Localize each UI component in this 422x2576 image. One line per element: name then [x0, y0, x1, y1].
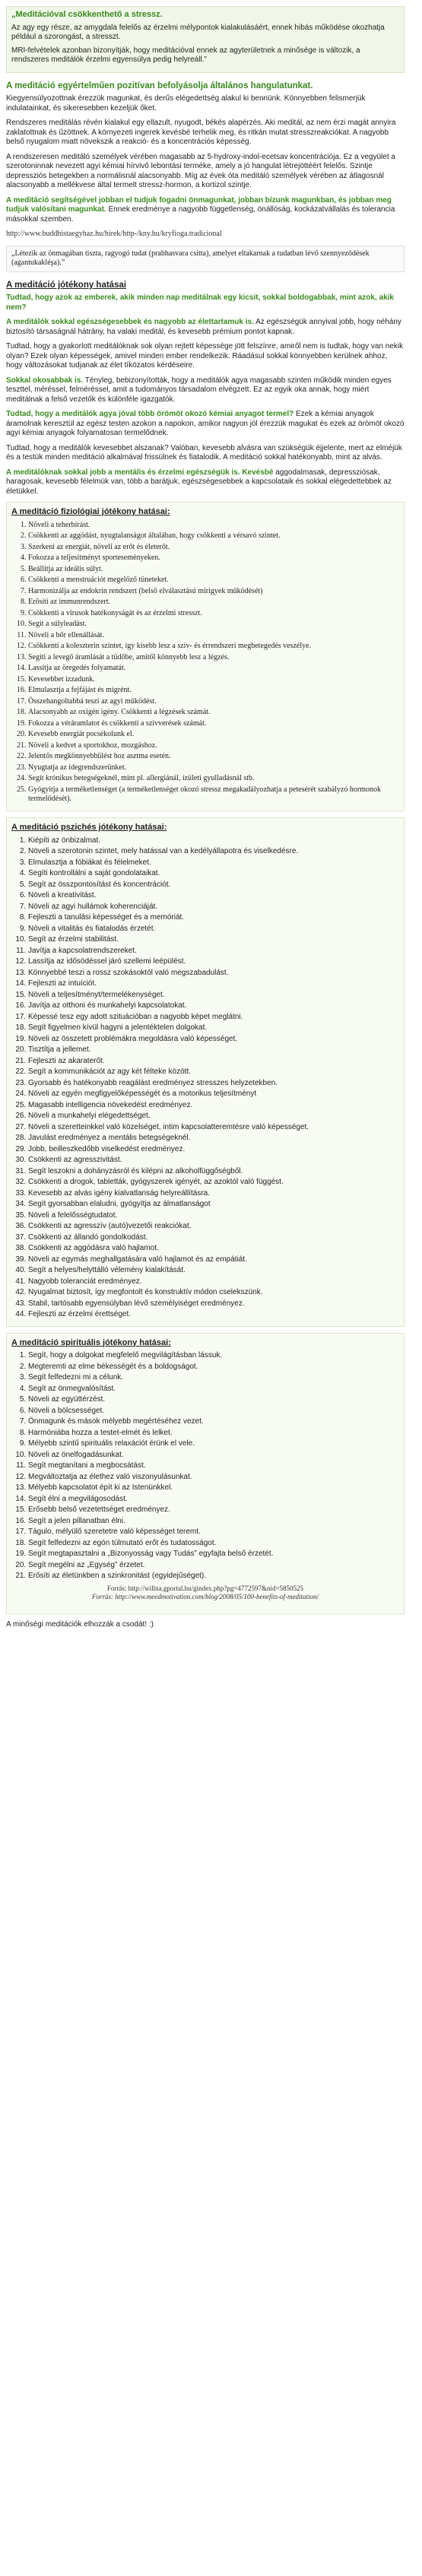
list-item: 6. Növeli a kreativitást.: [28, 891, 399, 901]
list-item: 13. Könnyebbé teszi a rossz szokásoktól való megszabadulást.: [28, 969, 399, 979]
psych-heading: A meditáció pszichés jótékony hatásai:: [11, 822, 167, 832]
list-item: 40. Segít a helyes/helyttálló vélemény kialakítását.: [28, 1266, 399, 1276]
benefits-p6: Tudtad, hogy a meditálók kevesebbet alszanak? Valóban, kevesebb alvásra van szükségük éjjelente, mert az elméjük és a testük minden meditáció alkalmával frissülnek és fiatalodik. A meditáció sokkal hatékonyabb, mint az alvás.: [6, 443, 402, 462]
list-item: 28. Javulást eredményez a mentális betegségeknél.: [28, 1134, 399, 1144]
benefits-p2-rest: Az egészségük annyival jobb, hogy néhány biztosító társaságnál hátrány, ha valaki meditál, és kevesebb prémium pontot kapnak.: [6, 318, 401, 336]
list-item: 14. Lassítja az öregedés folyamatát.: [28, 664, 399, 674]
benefits-p7: [6, 468, 405, 497]
list-item: 44. Fejleszti az érzelmi érettséget.: [28, 1310, 399, 1320]
benefits-p5-rest: Ezek a kémiai anyagok áramolnak keresztül az egész testen azokon a napokon, amikor nagyon jól érezzük magukat és ezek az örömöt okozó agyi kémiai anyagok folyamatosan termelődnek.: [6, 410, 405, 437]
psych-box: [6, 817, 405, 1327]
list-item: 17. Tágulo, mélyülő szeretetre való képességet teremt.: [28, 1528, 399, 1537]
list-item: 15. Növeli a teljesítményt/termelékenységet.: [28, 991, 399, 1001]
source-link-1[interactable]: http://www.buddhistaegyhaz.hu/hirek/http-/kny.hu/kryfioga.tradicional: [6, 230, 222, 239]
list-item: 11. Növeli a bőr ellenállását.: [28, 631, 399, 641]
list-item: 2. Megteremti az elme békességét és a boldogságot.: [28, 1363, 399, 1372]
list-item: 35. Növeli a felelősségtudatot.: [28, 1211, 399, 1221]
list-item: 21. Fejleszti az akaraterőt.: [28, 1057, 399, 1067]
spiritual-box: [6, 1333, 405, 1615]
list-item: 4. Segít az önmegvalósítást.: [28, 1385, 399, 1394]
list-item: 18. Segít felfedezni az egón túlmutató erőt és tudatosságot.: [28, 1539, 399, 1549]
benefits-p4-rest: Tényleg, bebizonyították, hogy a meditálók agya magasabb szinten működik minden egyes teszttel, méréssel, felméréssel, amit a tudományos társadalom elvégzett. Ez az egyik oka annak, hogy miért meditálnak a felső vezetők és különféle igazgatók.: [6, 376, 392, 404]
list-item: 41. Nagyobb toleranciát eredményez.: [28, 1277, 399, 1287]
list-item: 20. Segít megélni az „Egység” érzetet.: [28, 1561, 399, 1571]
list-item: 43. Stabil, tartósabb egyensúlyban lévő személyiséget eredményez.: [28, 1299, 399, 1309]
list-item: 17. Összehangoltabbá teszi az agyi működést.: [28, 697, 399, 707]
mood-p2: Rendszeres meditálás révén kialakul egy ellazult, nyugodt, békés alapérzés. Aki meditál, az nem érzi magát annyira zaklatottnak és űzöttnek. A környezeti ingerek kevésbé terhelik meg, és ritkán mutat stresszreakciókat. A nagyobb belső nyugalom miatt növekszik a reakció- és a koncentrációs képesség.: [6, 119, 396, 147]
list-item: 16. Elmulasztja a fejfájást és migrént.: [28, 686, 399, 696]
list-item: 23. Nyugtatja az idegrendszerünket.: [28, 763, 399, 773]
list-item: 27. Növeli a szeretteinkkel való közelséget, intim kapcsolatteremtésre való képességet.: [28, 1123, 399, 1133]
source-line-2[interactable]: [11, 1593, 399, 1601]
physio-heading: A meditáció fiziológiai jótékony hatásai:: [11, 507, 170, 516]
list-item: 4. Fokozza a teljesítményt sporteseményeken.: [28, 554, 399, 563]
list-item: 24. Növeli az egyén megfigyelőképességét és a motorikus teljesítményt: [28, 1090, 399, 1099]
source-line-2-text: Forrás: http://www.meedmotivation.com/blog/2008/05/100-benefits-of-meditation/: [91, 1593, 319, 1600]
list-item: 14. Fejleszti az intuíciót.: [28, 979, 399, 989]
list-item: 10. Segít a súlyleadást.: [28, 620, 399, 630]
list-item: 1. Növeli a teherbírást.: [28, 521, 399, 531]
list-item: 9. Mélyebb szintű spirituális relaxációt érünk el vele.: [28, 1439, 399, 1449]
list-item: 22. Segít a kommunikációt az agy két féltekе között.: [28, 1068, 399, 1077]
list-item: 12. Lassítja az idősödéssel járó szellemi leépülést.: [28, 957, 399, 967]
list-item: 13. Mélyebb kapcsolatot épít ki az Istenünkkel.: [28, 1483, 399, 1493]
list-item: 33. Kevesebb az alvás igény kialvatlanság helyreállításra.: [28, 1189, 399, 1199]
list-item: 8. Harmóniába hozza a testet-elmét és lelket.: [28, 1429, 399, 1439]
stress-quote-box: [6, 6, 405, 73]
stress-quote-p1: Az agy egy része, az amygdala felelős az érzelmi mélypontok kialakulásáért, ennek hibás működése okozhatja például a szorongást, a stresszt.: [11, 23, 385, 42]
mood-p4-bold: A meditáció segítségével jobban el tudjuk fogadni önmagunkat, jobban bízunk magunkban, és jobban meg tudjuk valósítani magunkat.: [6, 195, 392, 214]
list-item: 11. Segít megtanítani a megbocsátást.: [28, 1461, 399, 1471]
list-item: 17. Képessé tesz egy adott szituációban a nagyobb képet meglátni.: [28, 1013, 399, 1023]
footer-text: A minőségi meditációk elhozzák a csodát! :): [6, 1620, 154, 1629]
source-line-1[interactable]: Forrás: http://willna.gportal.hu/gindex.php?pg=4772597&nid=5850525: [106, 1584, 304, 1592]
list-item: 20. Kevesebb energiát pocsékolunk el.: [28, 730, 399, 740]
benefits-p4: [6, 376, 405, 405]
list-item: 10. Növeli az önelfogadásunkat.: [28, 1451, 399, 1461]
benefits-p7-rest: aggodalmasak, depressziósak, haragosak, kevesebb félelmük van, több a barátjuk, egészségesebbek a kapcsolataik és sokkal elégedettebbek az életükkel.: [6, 468, 392, 496]
list-item: 5. Növeli az együttérzést.: [28, 1395, 399, 1405]
list-item: 7. Harmonizálja az endokrin rendszert (belső elválasztású mirigyek működését): [28, 587, 399, 597]
list-item: 2. Növeli a szerotonin szintet, mely hatással van a kedélyállapotra és viselkedésre.: [28, 847, 399, 857]
list-item: 38. Csökkenti az aggódásra való hajlamot.: [28, 1244, 399, 1254]
benefits-p3: Tudtad, hogy a gyakorlott meditálóknak sok olyan rejtett képessége jött felszínre, amiről nem is tudtak, hogy van nekik olyan? Ezek olyan képességek, amivel minden ember rendelkezik. Ráadásul sokkal könnyebben kerülnek ahhoz, hogy változásokat tudjanak az élet tíközatos kérdéseire.: [6, 342, 404, 370]
list-item: 30. Csökkenti az agresszivitást.: [28, 1156, 399, 1166]
spiritual-list: [11, 1351, 399, 1581]
tudat-quote: „Létezik az önmagában tiszta, ragyogó tudat (prabhasvara csitta), amelyet eltakarnak a tudatban lévő szennyeződések (agantukakléşa).”: [6, 246, 405, 272]
list-item: 18. Segít figyelmen kívül hagyni a jelentéktelen dolgokat.: [28, 1023, 399, 1033]
list-item: 5. Beállítja az ideális súlyt.: [28, 565, 399, 575]
list-item: 22. Jelentős megkönnyebbülést hoz asztma esetén.: [28, 752, 399, 762]
list-item: 14. Segít élni a megvilágosodást.: [28, 1495, 399, 1505]
list-item: 20. Tisztítja a jellemet.: [28, 1045, 399, 1055]
list-item: 6. Növeli a bölcsességet.: [28, 1407, 399, 1416]
list-item: 15. Erősebb belső vezetettséget eredményez.: [28, 1505, 399, 1515]
list-item: 19. Növeli az összetett problémákra megoldásra való képességet.: [28, 1035, 399, 1045]
list-item: 25. Magasabb intelligencia növekedést eredményez.: [28, 1101, 399, 1111]
list-item: 8. Erősíti az immunrendszert.: [28, 598, 399, 608]
list-item: 19. Fokozza a véráramlatot és csökkenti a szívverések számát.: [28, 719, 399, 729]
list-item: 25. Gyógyítja a terméketlenséget (a terméketlenséget okozó stressz megakadályozhatja a petesérét szabályzó hormonok termelődését).: [28, 785, 399, 804]
list-item: 24. Segít krónikus betegségeknél, mint pl. allergiánál, ízületi gyulladásnál stb.: [28, 774, 399, 784]
list-item: 32. Csökkenti a drogok, tabletták, gyógyszerek igényét, az azoktól való függést.: [28, 1178, 399, 1188]
list-item: 18. Alacsonyabb az oxigén igény. Csökkenti a légzések számát.: [28, 708, 399, 718]
physio-box: [6, 502, 405, 811]
list-item: 7. Növeli az agyi hullámok koherenciáját.: [28, 903, 399, 912]
list-item: 21. Növeli a kedvet a sportokhoz, mozgáshoz.: [28, 741, 399, 751]
benefits-p5: [6, 410, 405, 439]
list-item: 37. Csökkenti az állandó gondolkodást.: [28, 1233, 399, 1243]
benefits-p4-bold: Sokkal okosabbak is.: [6, 376, 84, 385]
list-item: 10. Segít az érzelmi stabilitást.: [28, 935, 399, 945]
list-item: 31. Segít leszokni a dohányzásról és kilépni az alkoholfüggőségből.: [28, 1167, 399, 1177]
spiritual-heading: A meditáció spirituális jótékony hatásai:: [11, 1337, 171, 1347]
list-item: 5. Segít az összpontosítást és koncentrációt.: [28, 880, 399, 890]
list-item: 19. Segít megtapasztalni a „Bizonyosság vagy Tudás” egyfajta belső érzetét.: [28, 1550, 399, 1559]
list-item: 11. Javítja a kapcsolatrendszereket.: [28, 947, 399, 956]
list-item: 12. Megváltoztatja az élethez való viszonyulásunkat.: [28, 1473, 399, 1483]
physio-list: [11, 521, 399, 804]
mood-p3: A rendszeresen meditáló személyek vérében magasabb az 5-hydroxy-indol-ecetsav koncentrációja. Ez a vegyület a szerotoninnak nevezett agyi kémiai hírvivő lebontási terméke, amely a jó hangulat létrejöttéért felelős. Szintje depressziós betegekben a normálisnál alacsonyabb. Míg az évek óta meditáló személyek vérében az átlagosnál alacsonyabb a mellékvese által termelt stressz-hormon, a kortizol szintje.: [6, 152, 395, 190]
stress-quote-title: „Meditációval csökkenthető a stressz.: [11, 10, 163, 19]
list-item: 15. Kevesebbet izzadunk.: [28, 675, 399, 685]
list-item: 42. Nyugalmat biztosít, így megfontolt és konstruktív módon cselekszünk.: [28, 1288, 399, 1298]
list-item: 13. Segíti a levegő áramlását a tüdőbe, amitől könnyebb lesz a légzés.: [28, 653, 399, 663]
mood-p4-rest: Ennek eredménye a nagyobb függetlenség, önállóság, kockázatvállalás és tolerancia másokkal szemben.: [6, 205, 395, 224]
list-item: 36. Csökkenti az agresszív (autó)vezetői reakciókat.: [28, 1222, 399, 1232]
mood-p4: [6, 196, 405, 225]
list-item: 3. Segít felfedezni mi a célunk.: [28, 1373, 399, 1383]
list-item: 3. Szerkeni az energiát, növeli az erőt és életerőt.: [28, 543, 399, 553]
list-item: 1. Kiépíti az önbizalmat.: [28, 836, 399, 846]
benefits-p7-bold: A meditálóknak sokkal jobb a mentális és érzelmi egészségük is. Kevésbé: [6, 468, 274, 477]
list-item: 26. Növeli a munkahelyi elégedettséget.: [28, 1112, 399, 1121]
list-item: 7. Önmagunk és mások mélyebb megértéséhez vezet.: [28, 1417, 399, 1427]
list-item: 39. Növeli az egymás meghallgatására való hajlamot és az empátiát.: [28, 1255, 399, 1265]
benefits-p2: [6, 318, 405, 337]
list-item: 1. Segít, hogy a dolgokat megfelelő megvilágításban lássuk.: [28, 1351, 399, 1361]
list-item: 4. Segíti kontrollálni a saját gondolataikat.: [28, 869, 399, 879]
list-item: 23. Gyorsabb és hatékonyabb reagálást eredményez stresszes helyzetekben.: [28, 1079, 399, 1089]
benefits-p5-bold: Tudtad, hogy a meditálók agya jóval több örömöt okozó kémiai anyagot termel?: [6, 410, 294, 418]
stress-quote-p2: MRI-felvételek azonban bizonyítják, hogy meditációval ennek az agyterületnek a minősége is változik, a rendszeres meditálók érzelmi egyensúlya pedig helyreáll.”: [11, 46, 360, 65]
list-item: 9. Csökkenti a vírusok hatékonyságát és az érzelmi stresszt.: [28, 609, 399, 619]
list-item: 12. Csökkenti a koleszterin szintet, így kisebb lesz a szív- és érrendszeri megbetegedés veszélye.: [28, 642, 399, 652]
list-item: 8. Fejleszti a tanulási képességet és a memóriát.: [28, 913, 399, 923]
list-item: 9. Növeli a vitalitás és fiatalodás érzetét.: [28, 925, 399, 934]
benefits-p1: Tudtad, hogy azok az emberek, akik minden nap meditálnak egy kicsit, sokkal boldogabbak, mint azok, akik nem?: [6, 293, 394, 312]
mood-p1: Kiegyensúlyozottnak érezzük magunkat, és derűs elégedettség alakul ki bennünk. Könnyebben felismerjük indulatainkat, és sikeresebben kezeljük őket.: [6, 94, 366, 113]
list-item: 2. Csökkenti az aggódást, nyugtalanságot általában, hogy csökkenti a vérsavó szintet.: [28, 531, 399, 541]
list-item: 16. Javítja az otthoni és munkahelyi kapcsolatokat.: [28, 1001, 399, 1011]
list-item: 29. Jobb, beilleszkedőbb viselkedést eredményez.: [28, 1145, 399, 1155]
list-item: 21. Erősíti az életünkben a szinkronitást (egyidejűséget).: [28, 1572, 399, 1581]
benefits-p2-bold: A meditálók sokkal egészségesebbek és nagyobb az élettartamuk is.: [6, 318, 254, 326]
benefits-section-title: A meditáció jótékony hatásai: [6, 280, 127, 290]
list-item: 3. Elmulasztja a fóbiákat és félelmeket.: [28, 858, 399, 868]
source-block: [11, 1585, 399, 1602]
list-item: 6. Csökkenti a menstruációt megelőző tüneteket.: [28, 576, 399, 585]
list-item: 34. Segít gyorsabban elaludni, gyógyítja az álmatlanságot: [28, 1200, 399, 1210]
mood-section-title: A meditáció egyértelműen pozitívan befolyásolja általános hangulatunkat.: [6, 81, 313, 90]
list-item: 16. Segít a jelen pillanatban élni.: [28, 1517, 399, 1527]
psych-list: [11, 836, 399, 1320]
